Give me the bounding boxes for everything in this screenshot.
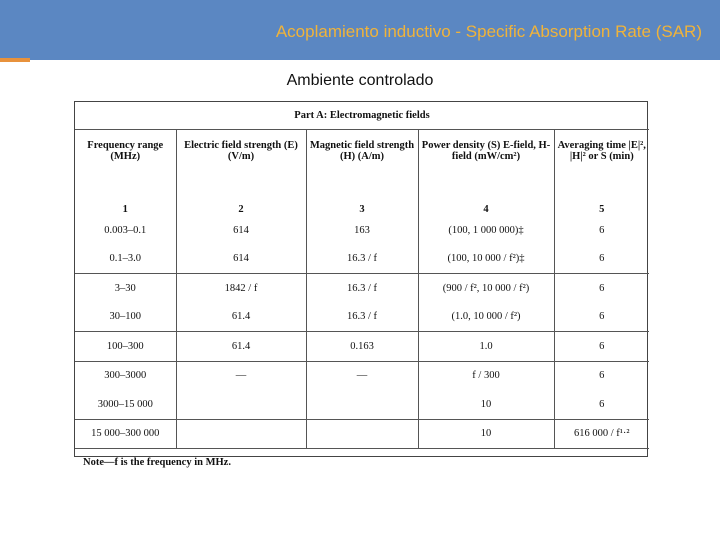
column-header: Power density (S) E-field, H-field (mW/cm²) xyxy=(418,130,554,205)
table-cell: 6 xyxy=(554,245,649,274)
table-cell: 15 000–300 000 xyxy=(75,419,176,449)
column-number: 3 xyxy=(306,204,418,216)
table-cell: 300–3000 xyxy=(75,361,176,390)
table-cell xyxy=(306,390,418,419)
table-cell xyxy=(306,419,418,449)
table-cell: 0.163 xyxy=(306,332,418,362)
table-row xyxy=(75,303,649,332)
table-cell: 6 xyxy=(599,370,605,382)
table-cell: — xyxy=(306,361,418,390)
table-cell: 1.0 xyxy=(418,332,554,362)
column-header: Frequency range (MHz) xyxy=(75,130,176,205)
table-note: Note—f is the frequency in MHz. xyxy=(75,449,649,477)
table-cell: 30–100 xyxy=(75,303,176,332)
table-cell: 163 xyxy=(306,216,418,245)
table-cell: 61.4 xyxy=(176,332,306,362)
column-number: 1 xyxy=(75,204,176,216)
table-cell: 1842 / f xyxy=(176,274,306,303)
table-part-title: Part A: Electromagnetic fields xyxy=(75,102,649,130)
table-cell: 616 000 / f¹·² xyxy=(573,428,630,440)
header-accent-line xyxy=(0,58,30,62)
slide-title: Acoplamiento inductivo - Specific Absorption Rate (SAR) xyxy=(275,22,702,41)
table-cell: (100, 10 000 / f²)‡ xyxy=(418,245,554,274)
table-cell: 6 xyxy=(554,303,649,332)
table-cell: (100, 1 000 000)‡ xyxy=(418,216,554,245)
table-row xyxy=(75,361,649,390)
table-cell: 100–300 xyxy=(75,332,176,362)
column-number: 5 xyxy=(599,204,605,215)
table-cell: f / 300 xyxy=(418,361,554,390)
table-cell: 3–30 xyxy=(75,274,176,303)
table-cell: 10 xyxy=(418,390,554,419)
table-cell: 614 xyxy=(176,245,306,274)
table-cell: 6 xyxy=(599,282,605,294)
table-cell: 614 xyxy=(176,216,306,245)
table-cell: 16.3 / f xyxy=(306,245,418,274)
table-row xyxy=(75,390,649,419)
table-cell: 16.3 / f xyxy=(306,303,418,332)
column-header: Magnetic field strength (H) (A/m) xyxy=(306,130,418,205)
sar-table xyxy=(75,102,649,476)
table-row xyxy=(75,274,649,303)
table-cell: 6 xyxy=(599,224,605,236)
table-row xyxy=(75,216,649,245)
table-cell: 0.1–3.0 xyxy=(75,245,176,274)
column-number: 2 xyxy=(176,204,306,216)
table-row xyxy=(75,419,649,449)
table-cell: (1.0, 10 000 / f²) xyxy=(418,303,554,332)
column-number: 4 xyxy=(418,204,554,216)
table-cell: 10 xyxy=(418,419,554,449)
column-header: Electric field strength (E) (V/m) xyxy=(176,130,306,205)
table-cell: 6 xyxy=(554,332,649,362)
column-header: Averaging time |E|², |H|² or S (min) xyxy=(557,140,646,162)
table-cell: 61.4 xyxy=(176,303,306,332)
sar-table-image xyxy=(74,101,648,468)
table-cell: 6 xyxy=(554,390,649,419)
table-cell: 0.003–0.1 xyxy=(75,216,176,245)
table-cell: 3000–15 000 xyxy=(75,390,176,419)
table-cell: (900 / f², 10 000 / f²) xyxy=(418,274,554,303)
table-cell: — xyxy=(176,361,306,390)
table-cell xyxy=(176,419,306,449)
slide-subtitle: Ambiente controlado xyxy=(286,72,434,89)
table-cell xyxy=(176,390,306,419)
table-row xyxy=(75,332,649,362)
table-cell: 16.3 / f xyxy=(306,274,418,303)
table-row xyxy=(75,245,649,274)
